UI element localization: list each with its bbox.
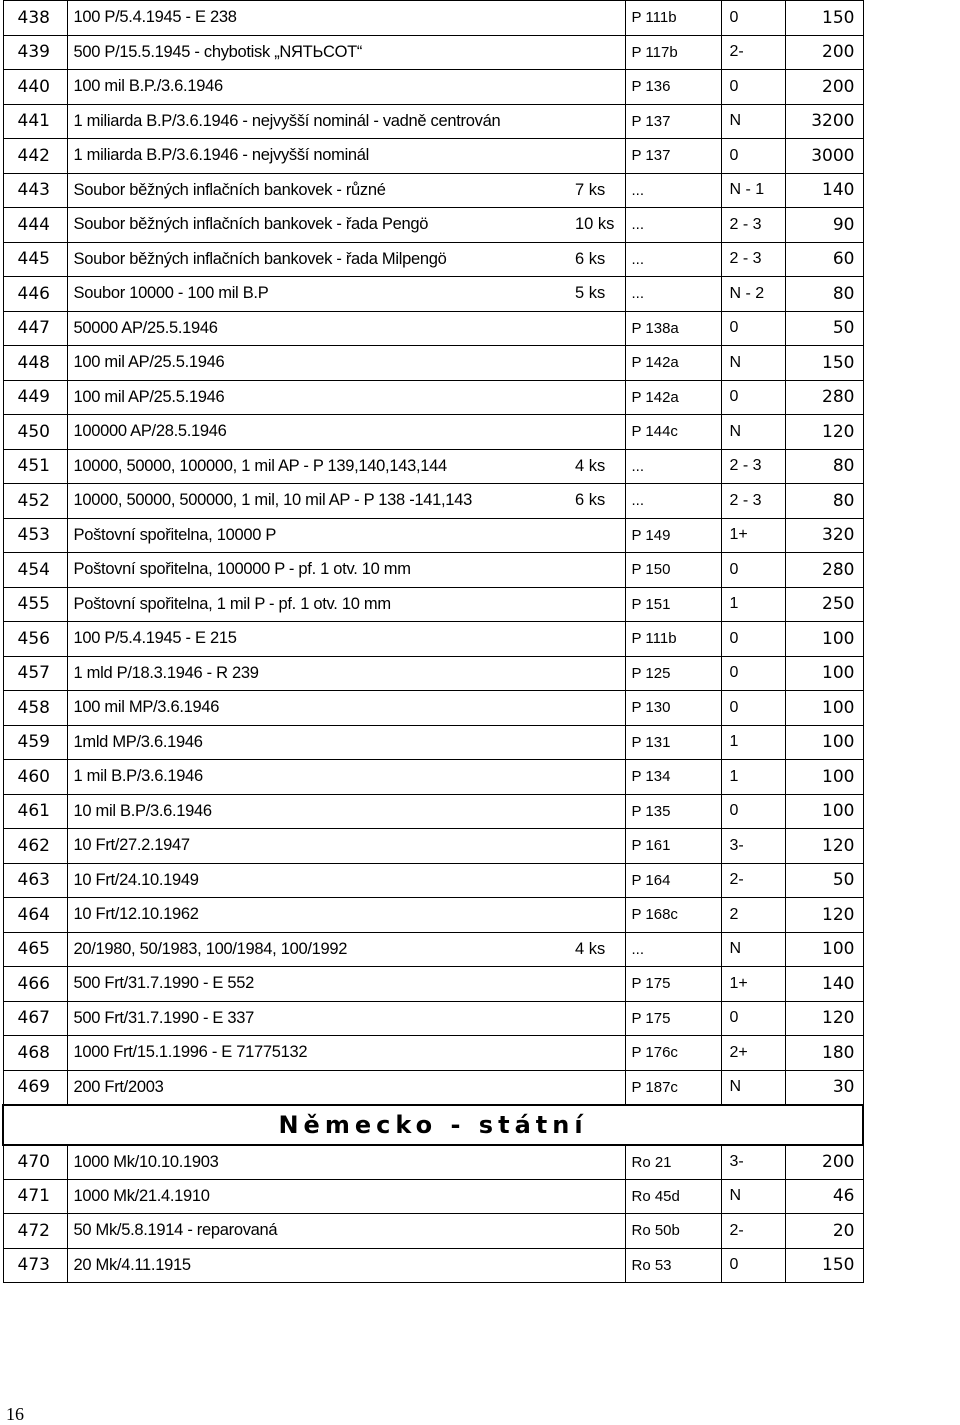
condition-grade: N - 2 [721, 277, 785, 312]
table-row [3, 794, 863, 829]
lot-quantity [575, 863, 625, 898]
catalog-reference: ... [625, 449, 721, 484]
lot-quantity [575, 518, 625, 553]
lot-description: 10 mil B.P/3.6.1946 [67, 794, 575, 829]
lot-description: 100 mil B.P./3.6.1946 [67, 70, 575, 105]
lot-number: 440 [3, 70, 67, 105]
lot-quantity [575, 1070, 625, 1105]
lot-price: 50 [785, 311, 863, 346]
lot-quantity: 6 ks [575, 242, 625, 277]
condition-grade: N [721, 932, 785, 967]
catalog-reference: P 142a [625, 346, 721, 381]
condition-grade: 2- [721, 863, 785, 898]
lot-price: 100 [785, 725, 863, 760]
lot-description: 1000 Frt/15.1.1996 - E 71775132 [67, 1036, 575, 1071]
lot-price: 100 [785, 760, 863, 795]
page-number: 16 [6, 1404, 24, 1424]
table-row [3, 449, 863, 484]
lot-description: 100 mil AP/25.5.1946 [67, 346, 575, 381]
lot-description: 1mld MP/3.6.1946 [67, 725, 575, 760]
lot-quantity [575, 587, 625, 622]
condition-grade: 1+ [721, 967, 785, 1002]
condition-grade: 0 [721, 70, 785, 105]
catalog-reference: ... [625, 277, 721, 312]
catalog-table [2, 0, 864, 1283]
table-row [3, 104, 863, 139]
lot-number: 469 [3, 1070, 67, 1105]
lot-description: 100000 AP/28.5.1946 [67, 415, 575, 450]
table-row [3, 277, 863, 312]
lot-quantity [575, 691, 625, 726]
table-row [3, 1001, 863, 1036]
condition-grade: 2- [721, 1214, 785, 1249]
table-row [3, 1248, 863, 1283]
condition-grade: 2 - 3 [721, 208, 785, 243]
lot-price: 200 [785, 70, 863, 105]
lot-price: 80 [785, 449, 863, 484]
table-row [3, 311, 863, 346]
lot-description: 1000 Mk/10.10.1903 [67, 1145, 575, 1180]
lot-quantity [575, 415, 625, 450]
lot-number: 468 [3, 1036, 67, 1071]
lot-description: 50 Mk/5.8.1914 - reparovaná [67, 1214, 575, 1249]
catalog-reference: P 135 [625, 794, 721, 829]
lot-price: 60 [785, 242, 863, 277]
lot-description: Soubor běžných inflačních bankovek - řada Milpengö [67, 242, 575, 277]
lot-number: 439 [3, 35, 67, 70]
lot-description: Soubor běžných inflačních bankovek - řada Pengö [67, 208, 575, 243]
lot-price: 90 [785, 208, 863, 243]
condition-grade: 2 - 3 [721, 484, 785, 519]
lot-quantity [575, 311, 625, 346]
lot-quantity [575, 622, 625, 657]
catalog-reference: P 161 [625, 829, 721, 864]
lot-number: 462 [3, 829, 67, 864]
lot-description: 500 P/15.5.1945 - chybotisk „NЯTЬCOT“ [67, 35, 575, 70]
condition-grade: 0 [721, 656, 785, 691]
section-header-row [3, 1105, 863, 1145]
condition-grade: 2 - 3 [721, 242, 785, 277]
condition-grade: 0 [721, 311, 785, 346]
lot-number: 438 [3, 1, 67, 36]
lot-quantity [575, 725, 625, 760]
lot-quantity [575, 760, 625, 795]
catalog-reference: ... [625, 932, 721, 967]
lot-number: 461 [3, 794, 67, 829]
lot-number: 447 [3, 311, 67, 346]
table-row [3, 587, 863, 622]
catalog-reference: P 134 [625, 760, 721, 795]
catalog-reference: P 142a [625, 380, 721, 415]
lot-number: 459 [3, 725, 67, 760]
catalog-reference: P 111b [625, 1, 721, 36]
lot-quantity [575, 139, 625, 174]
catalog-reference: P 136 [625, 70, 721, 105]
lot-price: 120 [785, 1001, 863, 1036]
table-row [3, 691, 863, 726]
lot-quantity [575, 794, 625, 829]
lot-description: 10 Frt/24.10.1949 [67, 863, 575, 898]
table-row [3, 1070, 863, 1105]
lot-price: 50 [785, 863, 863, 898]
lot-quantity [575, 1248, 625, 1283]
lot-price: 200 [785, 1145, 863, 1180]
catalog-reference: ... [625, 242, 721, 277]
lot-description: 200 Frt/2003 [67, 1070, 575, 1105]
lot-description: 100 mil MP/3.6.1946 [67, 691, 575, 726]
condition-grade: 3- [721, 1145, 785, 1180]
table-row [3, 1145, 863, 1180]
lot-description: 20 Mk/4.11.1915 [67, 1248, 575, 1283]
lot-quantity [575, 1001, 625, 1036]
condition-grade: N [721, 104, 785, 139]
lot-quantity [575, 35, 625, 70]
lot-description: 10000, 50000, 500000, 1 mil, 10 mil AP - P 138 -141,143 [67, 484, 575, 519]
lot-price: 150 [785, 346, 863, 381]
table-row [3, 760, 863, 795]
lot-price: 140 [785, 173, 863, 208]
lot-price: 3200 [785, 104, 863, 139]
lot-price: 20 [785, 1214, 863, 1249]
lot-price: 150 [785, 1248, 863, 1283]
lot-price: 120 [785, 415, 863, 450]
lot-description: 1 mld P/18.3.1946 - R 239 [67, 656, 575, 691]
lot-price: 100 [785, 794, 863, 829]
lot-number: 456 [3, 622, 67, 657]
lot-price: 280 [785, 380, 863, 415]
lot-number: 444 [3, 208, 67, 243]
condition-grade: 0 [721, 139, 785, 174]
table-row [3, 484, 863, 519]
condition-grade: N - 1 [721, 173, 785, 208]
lot-quantity [575, 1145, 625, 1180]
lot-quantity [575, 1214, 625, 1249]
lot-description: Poštovní spořitelna, 10000 P [67, 518, 575, 553]
condition-grade: 0 [721, 380, 785, 415]
lot-quantity [575, 104, 625, 139]
catalog-reference: ... [625, 484, 721, 519]
lot-number: 466 [3, 967, 67, 1002]
table-row [3, 518, 863, 553]
catalog-reference: Ro 53 [625, 1248, 721, 1283]
lot-price: 200 [785, 35, 863, 70]
lot-number: 452 [3, 484, 67, 519]
catalog-reference: P 144c [625, 415, 721, 450]
table-row [3, 932, 863, 967]
catalog-reference: P 149 [625, 518, 721, 553]
lot-number: 443 [3, 173, 67, 208]
table-row [3, 139, 863, 174]
lot-price: 100 [785, 932, 863, 967]
lot-number: 457 [3, 656, 67, 691]
catalog-reference: P 137 [625, 139, 721, 174]
catalog-rows-germany [3, 1145, 863, 1283]
lot-quantity: 10 ks [575, 208, 625, 243]
lot-number: 442 [3, 139, 67, 174]
condition-grade: N [721, 1070, 785, 1105]
table-row [3, 242, 863, 277]
condition-grade: N [721, 346, 785, 381]
catalog-reference: P 168c [625, 898, 721, 933]
condition-grade: 2+ [721, 1036, 785, 1071]
lot-quantity: 6 ks [575, 484, 625, 519]
lot-description: 100 P/5.4.1945 - E 238 [67, 1, 575, 36]
catalog-reference: P 150 [625, 553, 721, 588]
lot-number: 454 [3, 553, 67, 588]
lot-number: 449 [3, 380, 67, 415]
condition-grade: 1 [721, 587, 785, 622]
catalog-reference: P 176c [625, 1036, 721, 1071]
lot-price: 150 [785, 1, 863, 36]
table-row [3, 1179, 863, 1214]
catalog-reference: P 175 [625, 967, 721, 1002]
table-row [3, 1036, 863, 1071]
lot-price: 80 [785, 484, 863, 519]
lot-quantity: 4 ks [575, 449, 625, 484]
catalog-reference: P 138a [625, 311, 721, 346]
lot-price: 320 [785, 518, 863, 553]
table-row [3, 622, 863, 657]
table-row [3, 725, 863, 760]
condition-grade: 0 [721, 1001, 785, 1036]
table-row [3, 35, 863, 70]
lot-quantity [575, 1036, 625, 1071]
lot-quantity [575, 553, 625, 588]
lot-number: 446 [3, 277, 67, 312]
lot-description: 500 Frt/31.7.1990 - E 337 [67, 1001, 575, 1036]
lot-quantity: 4 ks [575, 932, 625, 967]
table-row [3, 898, 863, 933]
catalog-reference: Ro 21 [625, 1145, 721, 1180]
lot-quantity [575, 656, 625, 691]
lot-number: 467 [3, 1001, 67, 1036]
lot-number: 458 [3, 691, 67, 726]
lot-price: 140 [785, 967, 863, 1002]
lot-number: 451 [3, 449, 67, 484]
catalog-reference: Ro 50b [625, 1214, 721, 1249]
condition-grade: 0 [721, 794, 785, 829]
catalog-rows-hungary [3, 1, 863, 1105]
condition-grade: 1 [721, 760, 785, 795]
lot-number: 463 [3, 863, 67, 898]
condition-grade: 2 - 3 [721, 449, 785, 484]
condition-grade: 2 [721, 898, 785, 933]
condition-grade: 0 [721, 1248, 785, 1283]
lot-price: 120 [785, 829, 863, 864]
lot-description: 1 miliarda B.P/3.6.1946 - nejvyšší nominál - vadně centrován [67, 104, 575, 139]
catalog-reference: ... [625, 173, 721, 208]
lot-number: 441 [3, 104, 67, 139]
lot-price: 100 [785, 622, 863, 657]
lot-number: 473 [3, 1248, 67, 1283]
lot-quantity [575, 898, 625, 933]
condition-grade: 0 [721, 691, 785, 726]
lot-price: 100 [785, 691, 863, 726]
lot-description: 500 Frt/31.7.1990 - E 552 [67, 967, 575, 1002]
condition-grade: 1+ [721, 518, 785, 553]
catalog-reference: P 164 [625, 863, 721, 898]
lot-price: 30 [785, 1070, 863, 1105]
lot-description: 1 mil B.P/3.6.1946 [67, 760, 575, 795]
lot-description: Soubor běžných inflačních bankovek - různé [67, 173, 575, 208]
lot-price: 3000 [785, 139, 863, 174]
section-header-group [3, 1105, 863, 1145]
lot-price: 80 [785, 277, 863, 312]
condition-grade: N [721, 1179, 785, 1214]
lot-quantity [575, 967, 625, 1002]
catalog-reference: P 117b [625, 35, 721, 70]
lot-quantity: 7 ks [575, 173, 625, 208]
lot-description: 10 Frt/12.10.1962 [67, 898, 575, 933]
lot-description: 100 mil AP/25.5.1946 [67, 380, 575, 415]
catalog-reference: P 187c [625, 1070, 721, 1105]
condition-grade: 0 [721, 1, 785, 36]
lot-description: 10 Frt/27.2.1947 [67, 829, 575, 864]
lot-number: 460 [3, 760, 67, 795]
lot-description: Soubor 10000 - 100 mil B.P [67, 277, 575, 312]
table-row [3, 1, 863, 36]
catalog-reference: P 137 [625, 104, 721, 139]
condition-grade: N [721, 415, 785, 450]
catalog-reference: P 130 [625, 691, 721, 726]
table-row [3, 656, 863, 691]
lot-description: 100 P/5.4.1945 - E 215 [67, 622, 575, 657]
table-row [3, 173, 863, 208]
section-title: Německo - státní [3, 1105, 863, 1145]
catalog-reference: P 125 [625, 656, 721, 691]
table-row [3, 553, 863, 588]
lot-price: 46 [785, 1179, 863, 1214]
lot-description: 1000 Mk/21.4.1910 [67, 1179, 575, 1214]
lot-quantity [575, 346, 625, 381]
table-row [3, 863, 863, 898]
catalog-reference: P 111b [625, 622, 721, 657]
lot-quantity [575, 829, 625, 864]
condition-grade: 0 [721, 622, 785, 657]
lot-quantity [575, 380, 625, 415]
catalog-reference: P 175 [625, 1001, 721, 1036]
table-row [3, 70, 863, 105]
condition-grade: 1 [721, 725, 785, 760]
table-row [3, 380, 863, 415]
lot-price: 180 [785, 1036, 863, 1071]
lot-number: 464 [3, 898, 67, 933]
table-row [3, 346, 863, 381]
lot-description: 50000 AP/25.5.1946 [67, 311, 575, 346]
table-row [3, 415, 863, 450]
catalog-reference: P 151 [625, 587, 721, 622]
condition-grade: 0 [721, 553, 785, 588]
lot-number: 448 [3, 346, 67, 381]
table-row [3, 967, 863, 1002]
lot-description: 10000, 50000, 100000, 1 mil AP - P 139,140,143,144 [67, 449, 575, 484]
lot-description: 20/1980, 50/1983, 100/1984, 100/1992 [67, 932, 575, 967]
lot-quantity [575, 1179, 625, 1214]
lot-number: 470 [3, 1145, 67, 1180]
condition-grade: 2- [721, 35, 785, 70]
lot-number: 450 [3, 415, 67, 450]
table-row [3, 1214, 863, 1249]
condition-grade: 3- [721, 829, 785, 864]
lot-number: 465 [3, 932, 67, 967]
lot-price: 280 [785, 553, 863, 588]
table-row [3, 829, 863, 864]
catalog-reference: P 131 [625, 725, 721, 760]
lot-quantity: 5 ks [575, 277, 625, 312]
lot-price: 120 [785, 898, 863, 933]
lot-description: Poštovní spořitelna, 1 mil P - pf. 1 otv. 10 mm [67, 587, 575, 622]
lot-description: Poštovní spořitelna, 100000 P - pf. 1 otv. 10 mm [67, 553, 575, 588]
lot-number: 453 [3, 518, 67, 553]
lot-number: 472 [3, 1214, 67, 1249]
lot-description: 1 miliarda B.P/3.6.1946 - nejvyšší nominál [67, 139, 575, 174]
lot-quantity [575, 70, 625, 105]
lot-number: 445 [3, 242, 67, 277]
lot-number: 471 [3, 1179, 67, 1214]
table-row [3, 208, 863, 243]
lot-price: 250 [785, 587, 863, 622]
catalog-reference: Ro 45d [625, 1179, 721, 1214]
lot-quantity [575, 1, 625, 36]
catalog-reference: ... [625, 208, 721, 243]
lot-price: 100 [785, 656, 863, 691]
lot-number: 455 [3, 587, 67, 622]
